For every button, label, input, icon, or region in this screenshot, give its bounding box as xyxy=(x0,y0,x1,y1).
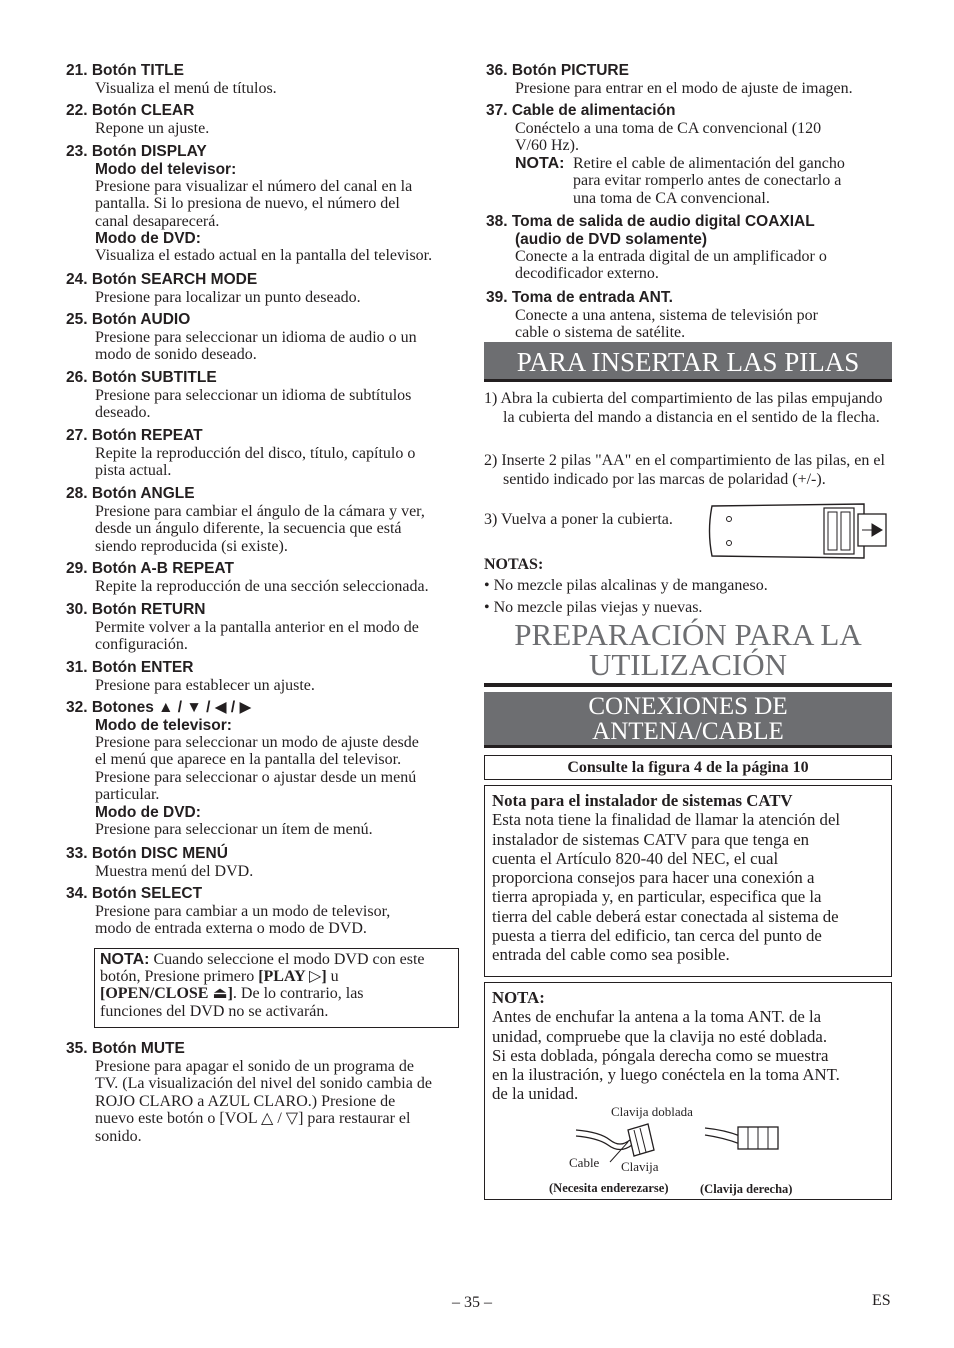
list-item xyxy=(66,427,476,480)
catv-body xyxy=(492,810,884,964)
heading-line-2: ANTENA/CABLE xyxy=(592,718,784,745)
nota2-line: de la unidad. xyxy=(492,1084,579,1104)
list-item xyxy=(66,62,476,97)
list-item xyxy=(66,369,476,422)
item-text: Presione para localizar un punto deseado. xyxy=(95,289,361,306)
figure-reference: Consulte la figura 4 de la página 10 xyxy=(484,755,892,780)
item-note-line: Retire el cable de alimentación del gancho xyxy=(573,154,845,172)
label-plug: Clavija xyxy=(621,1159,659,1174)
heading-line-1: CONEXIONES DE xyxy=(588,693,788,720)
pilas-step-3 xyxy=(484,510,714,529)
item-text: Presione para visualizar el número del canal en la xyxy=(95,178,413,195)
label-cable: Cable xyxy=(569,1155,600,1170)
item-subheading: Modo del televisor: xyxy=(95,161,237,178)
catv-line: puesta a tierra del edificio, tan cerca del punto de xyxy=(492,926,822,946)
list-item xyxy=(486,213,896,283)
item-heading: 31. Botón ENTER xyxy=(66,659,194,676)
item-text: TV. (La visualización del nivel del sonido cambia de xyxy=(95,1075,432,1093)
item-heading: 36. Botón PICTURE xyxy=(486,62,629,79)
item-text: ROJO CLARO a AZUL CLARO.) Presione de xyxy=(95,1092,396,1110)
item-heading: 22. Botón CLEAR xyxy=(66,102,195,119)
list-item xyxy=(66,311,476,364)
item-heading: 34. Botón SELECT xyxy=(66,885,203,902)
list-item xyxy=(66,659,476,694)
list-item xyxy=(66,699,476,838)
item-text: V/60 Hz). xyxy=(515,137,579,155)
note-line: botón, Presione primero xyxy=(100,968,259,986)
language-code: ES xyxy=(872,1292,891,1309)
item-text: canal desaparecerá. xyxy=(95,212,220,230)
note-line: u xyxy=(326,968,339,986)
nota2-line: Antes de enchufar la antena a la toma ANT. de la xyxy=(492,1007,822,1027)
pilas-step-2 xyxy=(484,451,889,490)
item-text: Conéctelo a una toma de CA convencional (120 xyxy=(515,120,822,137)
item-text: Repone un ajuste. xyxy=(95,120,210,137)
item-heading: 27. Botón REPEAT xyxy=(66,427,203,444)
item-text: Presione para seleccionar un idioma de subtítulos xyxy=(95,387,412,404)
item-subheading: Modo de DVD: xyxy=(95,803,201,821)
list-item xyxy=(486,102,896,207)
item-heading: 21. Botón TITLE xyxy=(66,62,184,79)
item-text: desde un ángulo diferente, la secuencia que está xyxy=(95,520,402,538)
pilas-note-2: • No mezcle pilas viejas y nuevas. xyxy=(484,599,703,616)
nota2-line: Si esta doblada, póngala derecha como se muestra xyxy=(492,1045,829,1065)
catv-line: Esta nota tiene la finalidad de llamar la atención del xyxy=(492,810,841,830)
catv-line: cuenta el Artículo 820-40 del NEC, el cual xyxy=(492,848,779,868)
item-text: siendo reproducida (si existe). xyxy=(95,537,288,555)
item-text: Presione para seleccionar un modo de ajuste desde xyxy=(95,734,419,751)
note-line: funciones del DVD no se activarán. xyxy=(100,1002,329,1020)
pilas-notes-label: NOTAS: xyxy=(484,556,544,573)
antenna-note-box xyxy=(484,982,892,1200)
item-heading: 32. Botones ▲ / ▼ / ◀ / ▶ xyxy=(66,699,252,716)
item-text: Visualiza el estado actual en la pantalla del televisor. xyxy=(95,247,433,265)
item-heading: 25. Botón AUDIO xyxy=(66,311,191,328)
item-text: Conecte a la entrada digital de un amplificador o xyxy=(515,248,827,265)
item-text: Visualiza el menú de títulos. xyxy=(95,80,277,97)
item-heading: 30. Botón RETURN xyxy=(66,601,206,618)
conexiones-heading xyxy=(484,692,892,748)
item-heading: 28. Botón ANGLE xyxy=(66,485,195,502)
item-heading: 24. Botón SEARCH MODE xyxy=(66,271,258,288)
item-note-line: una toma de CA convencional. xyxy=(573,189,770,207)
pilas-heading xyxy=(484,342,892,382)
catv-line: entrada del cable como sea posible. xyxy=(492,945,730,965)
label-straight-plug: (Clavija derecha) xyxy=(700,1182,793,1196)
item-text: modo de entrada externa o modo de DVD. xyxy=(95,920,367,938)
pilas-note-1: • No mezcle pilas alcalinas y de manganeso. xyxy=(484,577,768,594)
catv-line: instalador de sistemas CATV para que tenga en xyxy=(492,829,810,849)
step-text: 2) Inserte 2 pilas "AA" en el compartimiento de las pilas, en el sentido indicado por las marcas de polaridad (+/-). xyxy=(484,452,885,489)
item-heading-cont: (audio de DVD solamente) xyxy=(515,231,708,248)
section-title xyxy=(484,617,892,682)
item-heading: 38. Toma de salida de audio digital COAXIAL xyxy=(486,213,815,230)
item-text: Presione para seleccionar o ajustar desde un menú xyxy=(95,768,417,786)
item-text: Conecte a una antena, sistema de televisión por xyxy=(515,307,819,324)
list-item xyxy=(66,560,476,595)
title-line-1: PREPARACIÓN PARA LA xyxy=(514,617,862,652)
list-item xyxy=(66,102,476,137)
item-text: pantalla. Si lo presiona de nuevo, el número del xyxy=(95,195,400,213)
list-item xyxy=(486,289,896,342)
catv-note-box xyxy=(484,785,892,977)
list-item xyxy=(66,1040,476,1145)
item-heading: 37. Cable de alimentación xyxy=(486,102,676,119)
item-text: modo de sonido deseado. xyxy=(95,346,257,364)
item-text: el menú que aparece en la pantalla del televisor. xyxy=(95,751,402,769)
item-note-line: para evitar romperlo antes de conectarlo a xyxy=(573,172,842,190)
list-item xyxy=(66,485,476,555)
item-text: Repite la reproducción del disco, título, capítulo o xyxy=(95,445,416,462)
item-heading: 26. Botón SUBTITLE xyxy=(66,369,217,386)
title-rule xyxy=(484,683,892,687)
note-label: NOTA: xyxy=(100,951,150,968)
item-text: Presione para seleccionar un ítem de menú. xyxy=(95,820,373,838)
plug-illustration xyxy=(570,1118,790,1166)
list-item xyxy=(66,143,476,265)
catv-line: tierra del cable deberá estar conectada al sistema de xyxy=(492,906,839,926)
catv-line: proporciona consejos para hacer una conexión a xyxy=(492,868,815,888)
play-key: [PLAY ▷] xyxy=(258,968,327,986)
item-heading: 23. Botón DISPLAY xyxy=(66,143,207,160)
pilas-step-1 xyxy=(484,389,889,428)
item-text: Repite la reproducción de una sección seleccionada. xyxy=(95,578,429,595)
item-text: Presione para cambiar a un modo de televisor, xyxy=(95,903,391,920)
note-line: . De lo contrario, las xyxy=(232,985,364,1003)
item-subheading: Modo de televisor: xyxy=(95,717,232,734)
list-item xyxy=(66,271,476,306)
page-number: – 35 – xyxy=(452,1294,492,1311)
nota2-line: en la ilustración, y luego conéctela en la toma ANT. xyxy=(492,1065,840,1085)
list-item xyxy=(66,601,476,654)
item-text: Permite volver a la pantalla anterior en el modo de xyxy=(95,619,419,636)
item-heading: 33. Botón DISC MENÚ xyxy=(66,845,228,862)
note-line: Cuando seleccione el modo DVD con este xyxy=(149,951,425,968)
item-text: particular. xyxy=(95,786,160,804)
step-text: 3) Vuelva a poner la cubierta. xyxy=(484,511,673,528)
item-note-body xyxy=(573,155,845,207)
list-item xyxy=(486,62,896,97)
label-needs-straightening: (Necesita enderezarse) xyxy=(549,1181,669,1195)
item-text: deseado. xyxy=(95,404,151,422)
item-text: cable o sistema de satélite. xyxy=(515,324,686,342)
pilas-heading-text: PARA INSERTAR LAS PILAS xyxy=(516,347,860,377)
remote-battery-illustration xyxy=(704,500,892,562)
list-item xyxy=(66,845,476,880)
item-text: sonido. xyxy=(95,1127,142,1145)
item-heading: 29. Botón A-B REPEAT xyxy=(66,560,234,577)
item-text: Presione para seleccionar un idioma de audio o un xyxy=(95,329,417,346)
item-text: pista actual. xyxy=(95,462,172,480)
item-heading: 35. Botón MUTE xyxy=(66,1040,185,1057)
item-note xyxy=(515,155,896,207)
open-close-key: [OPEN/CLOSE ⏏] xyxy=(100,985,233,1003)
item-subheading: Modo de DVD: xyxy=(95,230,201,248)
nota2-line: unidad, compruebe que la clavija no esté doblada. xyxy=(492,1026,828,1046)
catv-line: tierra apropiada y, en particular, especifica que la xyxy=(492,887,822,907)
catv-title: Nota para el instalador de sistemas CATV xyxy=(492,791,793,810)
nota2-body xyxy=(492,1007,884,1103)
item-text: Presione para cambiar el ángulo de la cámara y ver, xyxy=(95,503,425,520)
item-heading: 39. Toma de entrada ANT. xyxy=(486,289,673,306)
item-text: Presione para establecer un ajuste. xyxy=(95,677,315,694)
list-item xyxy=(66,885,476,938)
item-text: decodificador externo. xyxy=(515,265,659,283)
item-text: Muestra menú del DVD. xyxy=(95,863,254,880)
select-note-box xyxy=(94,948,459,1028)
item-text: Presione para entrar en el modo de ajuste de imagen. xyxy=(515,80,853,97)
item-note-label: NOTA: xyxy=(515,154,565,172)
item-text: configuración. xyxy=(95,636,188,654)
step-text: 1) Abra la cubierta del compartimiento de las pilas empujando la cubierta del mando a distancia en el sentido de la flecha. xyxy=(484,390,883,427)
title-line-2: UTILIZACIÓN xyxy=(588,647,787,682)
label-bent-plug: Clavija doblada xyxy=(611,1104,693,1119)
item-text: Presione para apagar el sonido de un programa de xyxy=(95,1058,414,1075)
item-text: nuevo este botón o [VOL △ / ▽] para restaurar el xyxy=(95,1110,411,1128)
nota2-title: NOTA: xyxy=(492,988,545,1007)
